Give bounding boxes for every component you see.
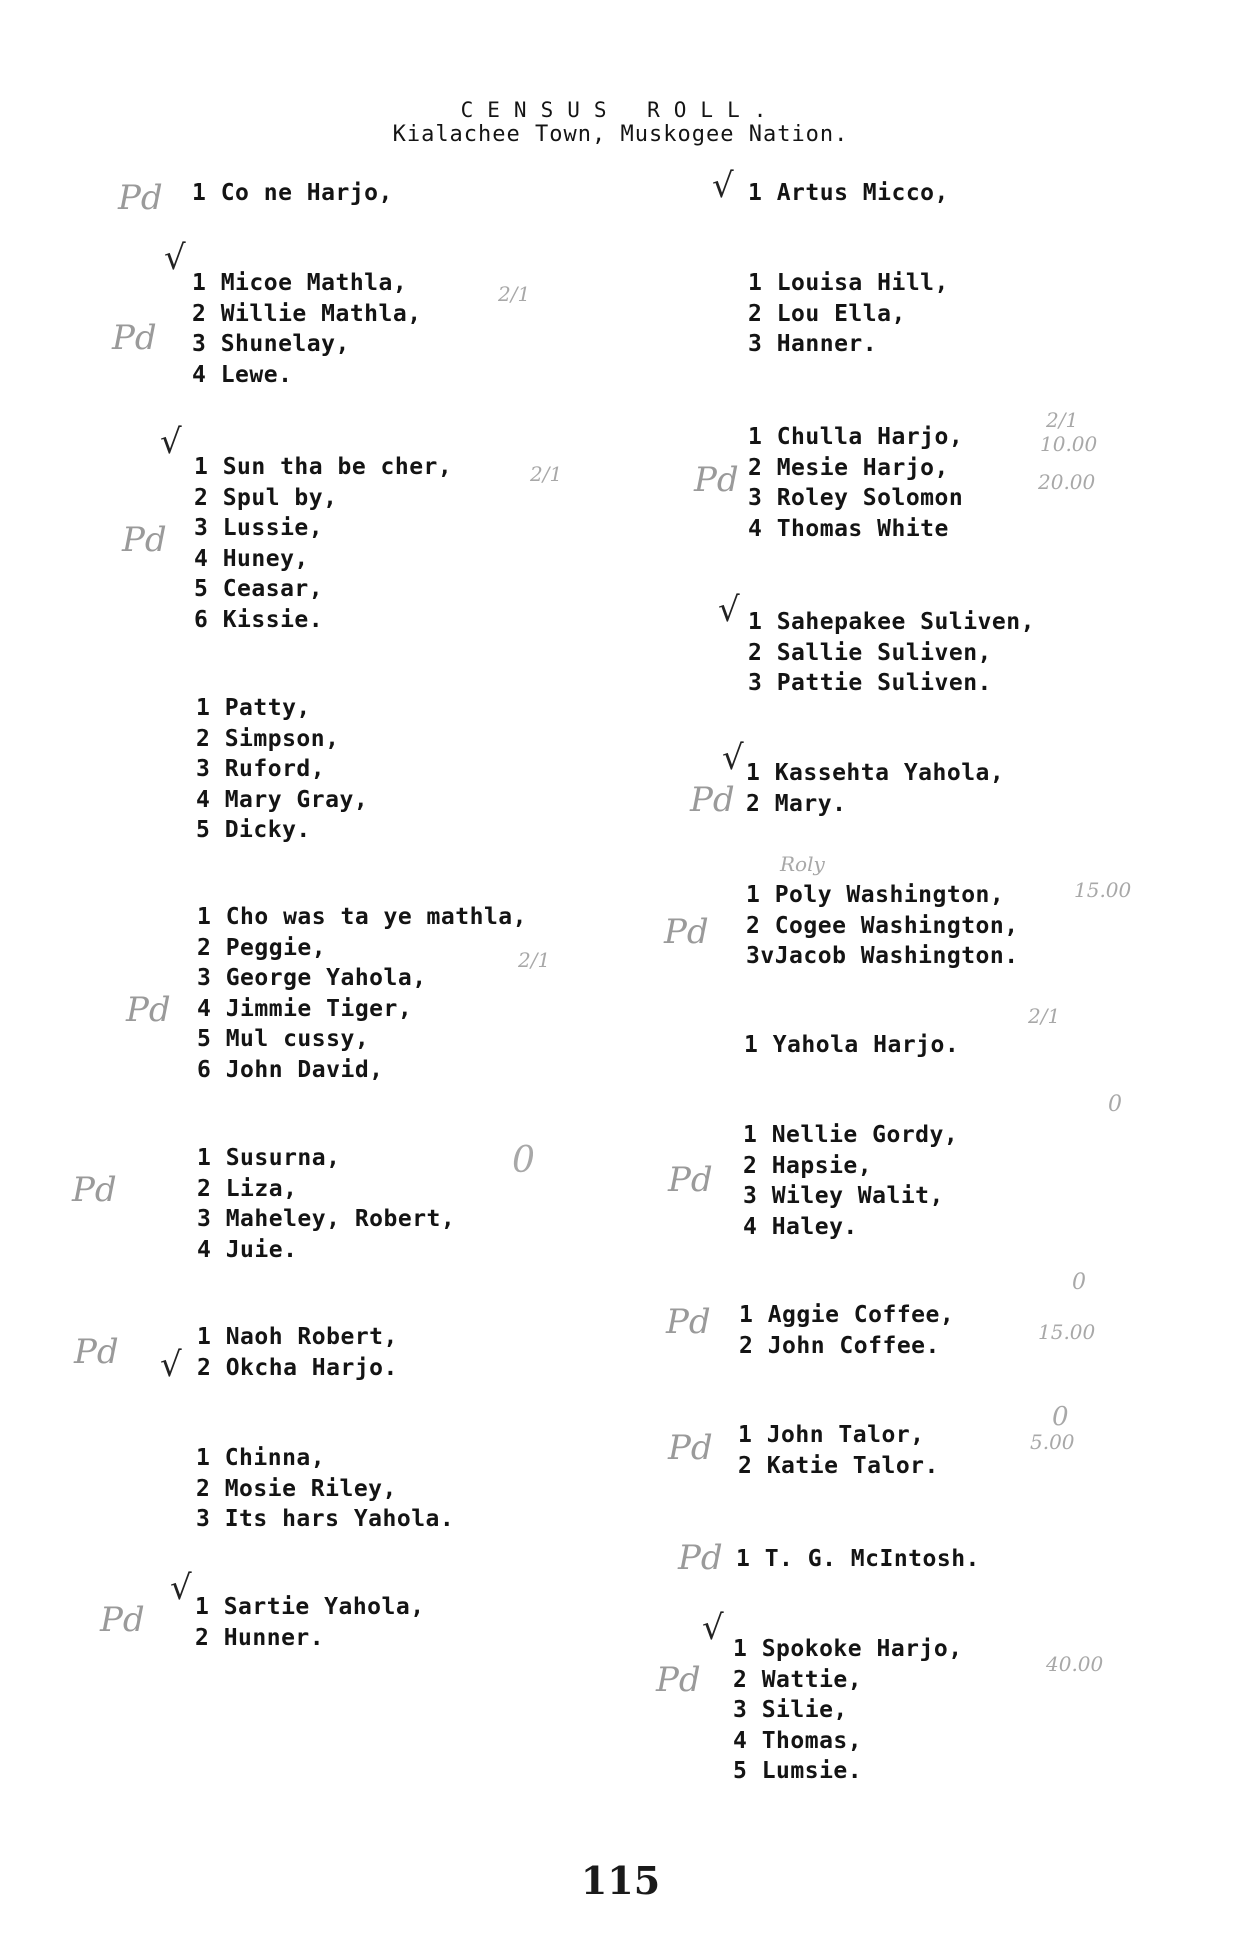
pencil-note: 2/1 <box>498 282 531 306</box>
person-line: 2 Peggie, <box>197 934 327 961</box>
family-entry <box>748 607 1035 699</box>
paid-mark: Pd <box>666 1302 711 1342</box>
family-entry <box>197 902 527 1085</box>
paid-mark: Pd <box>122 520 167 560</box>
paid-mark: Pd <box>72 1170 117 1210</box>
person-line: 1 Spokoke Harjo, <box>733 1636 963 1662</box>
page-number: 115 <box>580 1858 661 1903</box>
family-entry <box>194 452 452 635</box>
family-entry <box>196 1443 454 1535</box>
paid-mark: Pd <box>74 1332 119 1372</box>
pencil-note: 15.00 <box>1074 878 1132 902</box>
person-line: 2 Lou Ella, <box>748 300 906 327</box>
person-line: 1 Yahola Harjo. <box>744 1032 960 1058</box>
person-line: 1 T. G. McIntosh. <box>736 1546 980 1572</box>
person-line: 1 Sartie Yahola, <box>195 1594 425 1620</box>
person-line: 2 Mosie Riley, <box>196 1475 397 1502</box>
person-line: 3 Lussie, <box>194 515 324 541</box>
check-mark-icon: √ <box>160 1345 182 1385</box>
family-entry <box>746 880 1019 972</box>
person-line: 2 Hunner. <box>195 1624 325 1651</box>
person-line: 1 Chinna, <box>196 1445 326 1471</box>
person-line: 6 John David, <box>197 1056 384 1083</box>
person-line: 1 Co ne Harjo, <box>192 180 393 206</box>
person-line: 1 Patty, <box>196 695 311 721</box>
check-mark-icon: √ <box>160 422 182 462</box>
check-mark-icon: √ <box>712 166 734 206</box>
person-line: 1 Poly Washington, <box>746 882 1005 908</box>
person-line: 2 Katie Talor. <box>738 1452 939 1479</box>
family-entry <box>748 422 963 544</box>
person-line: 2 Wattie, <box>733 1666 863 1693</box>
document-subtitle: Kialachee Town, Muskogee Nation. <box>392 122 849 147</box>
person-line: 4 Huney, <box>194 545 309 572</box>
person-line: 1 Artus Micco, <box>748 180 949 206</box>
person-line: 4 Thomas White <box>748 515 949 542</box>
person-line: 2 Liza, <box>197 1175 298 1202</box>
check-mark-icon: √ <box>718 590 740 630</box>
person-line: 1 John Talor, <box>738 1422 925 1448</box>
family-entry <box>733 1634 963 1787</box>
paid-mark: Pd <box>668 1160 713 1200</box>
check-mark-icon: √ <box>722 738 744 778</box>
paid-mark: Pd <box>100 1600 145 1640</box>
pencil-note: 2/1 <box>530 462 563 486</box>
person-line: 2 Cogee Washington, <box>746 912 1019 939</box>
family-entry <box>748 268 949 360</box>
family-entry <box>736 1544 980 1575</box>
paid-mark: Pd <box>664 912 709 952</box>
person-line: 3 Maheley, Robert, <box>197 1206 456 1232</box>
person-line: 5 Mul cussy, <box>197 1026 370 1052</box>
person-line: 1 Sun tha be cher, <box>194 454 453 480</box>
person-line: 3 Shunelay, <box>192 331 350 357</box>
pencil-note: 2/1 <box>1028 1004 1061 1028</box>
person-line: 3 George Yahola, <box>197 965 427 991</box>
person-line: 2 Okcha Harjo. <box>197 1354 398 1381</box>
person-line: 2 Mary. <box>746 790 847 817</box>
pencil-note: 0 <box>1052 1402 1069 1432</box>
pencil-note: 0 <box>1108 1092 1122 1117</box>
family-entry <box>192 178 393 209</box>
person-line: 4 Thomas, <box>733 1727 863 1754</box>
person-line: 4 Juie. <box>197 1236 298 1263</box>
check-mark-icon: √ <box>164 238 186 278</box>
pencil-note: Roly <box>780 852 825 876</box>
person-line: 4 Haley. <box>743 1213 858 1240</box>
person-line: 2 Willie Mathla, <box>192 300 422 327</box>
person-line: 3 Its hars Yahola. <box>196 1506 455 1532</box>
person-line: 1 Naoh Robert, <box>197 1324 398 1350</box>
pencil-note: 40.00 <box>1046 1652 1104 1676</box>
person-line: 3 Ruford, <box>196 756 326 782</box>
family-entry <box>744 1030 959 1061</box>
person-line: 1 Micoe Mathla, <box>192 270 408 296</box>
person-line: 1 Susurna, <box>197 1145 341 1171</box>
paid-mark: Pd <box>694 460 739 500</box>
pencil-note: 2/1 <box>518 948 551 972</box>
person-line: 3 Wiley Walit, <box>743 1183 944 1209</box>
person-line: 1 Kassehta Yahola, <box>746 760 1005 786</box>
check-mark-icon: √ <box>702 1608 724 1648</box>
pencil-note: 2/1 <box>1046 408 1079 432</box>
paid-mark: Pd <box>668 1428 713 1468</box>
pencil-note: 15.00 <box>1038 1320 1096 1344</box>
person-line: 1 Cho was ta ye mathla, <box>197 904 527 930</box>
paid-mark: Pd <box>678 1538 723 1578</box>
person-line: 1 Louisa Hill, <box>748 270 949 296</box>
person-line: 1 Nellie Gordy, <box>743 1122 959 1148</box>
paid-mark: Pd <box>118 178 163 218</box>
paid-mark: Pd <box>126 990 171 1030</box>
family-entry <box>738 1420 939 1481</box>
paid-mark: Pd <box>112 318 157 358</box>
family-entry <box>197 1143 455 1265</box>
person-line: 4 Mary Gray, <box>196 786 369 813</box>
pencil-note: 0 <box>512 1140 535 1181</box>
family-entry <box>748 178 949 209</box>
person-line: 1 Aggie Coffee, <box>739 1302 955 1328</box>
family-entry <box>743 1120 958 1242</box>
person-line: 3 Roley Solomon <box>748 485 964 511</box>
family-entry <box>197 1322 398 1383</box>
pencil-note: 5.00 <box>1030 1430 1075 1454</box>
family-entry <box>192 268 422 390</box>
pencil-note: 10.00 <box>1040 432 1098 456</box>
family-entry <box>195 1592 425 1653</box>
paid-mark: Pd <box>656 1660 701 1700</box>
family-entry <box>196 693 368 846</box>
person-line: 2 Mesie Harjo, <box>748 454 949 481</box>
person-line: 1 Chulla Harjo, <box>748 424 964 450</box>
pencil-note: 20.00 <box>1038 470 1096 494</box>
family-entry <box>739 1300 954 1361</box>
person-line: 3 Hanner. <box>748 331 878 357</box>
person-line: 2 John Coffee. <box>739 1332 940 1359</box>
person-line: 5 Ceasar, <box>194 576 324 602</box>
person-line: 4 Jimmie Tiger, <box>197 995 413 1022</box>
person-line: 5 Dicky. <box>196 817 311 843</box>
person-line: 2 Spul by, <box>194 484 338 511</box>
person-line: 2 Sallie Suliven, <box>748 639 992 666</box>
person-line: 4 Lewe. <box>192 361 293 388</box>
person-line: 3 Silie, <box>733 1697 848 1723</box>
person-line: 3vJacob Washington. <box>746 943 1019 969</box>
person-line: 5 Lumsie. <box>733 1758 863 1784</box>
person-line: 1 Sahepakee Suliven, <box>748 609 1035 635</box>
family-entry <box>746 758 1004 819</box>
person-line: 2 Hapsie, <box>743 1152 873 1179</box>
pencil-note: 0 <box>1072 1270 1086 1295</box>
paid-mark: Pd <box>690 780 735 820</box>
person-line: 3 Pattie Suliven. <box>748 670 992 696</box>
person-line: 6 Kissie. <box>194 606 324 633</box>
person-line: 2 Simpson, <box>196 725 340 752</box>
check-mark-icon: √ <box>170 1568 192 1608</box>
document-title: CENSUS ROLL. <box>460 98 781 122</box>
